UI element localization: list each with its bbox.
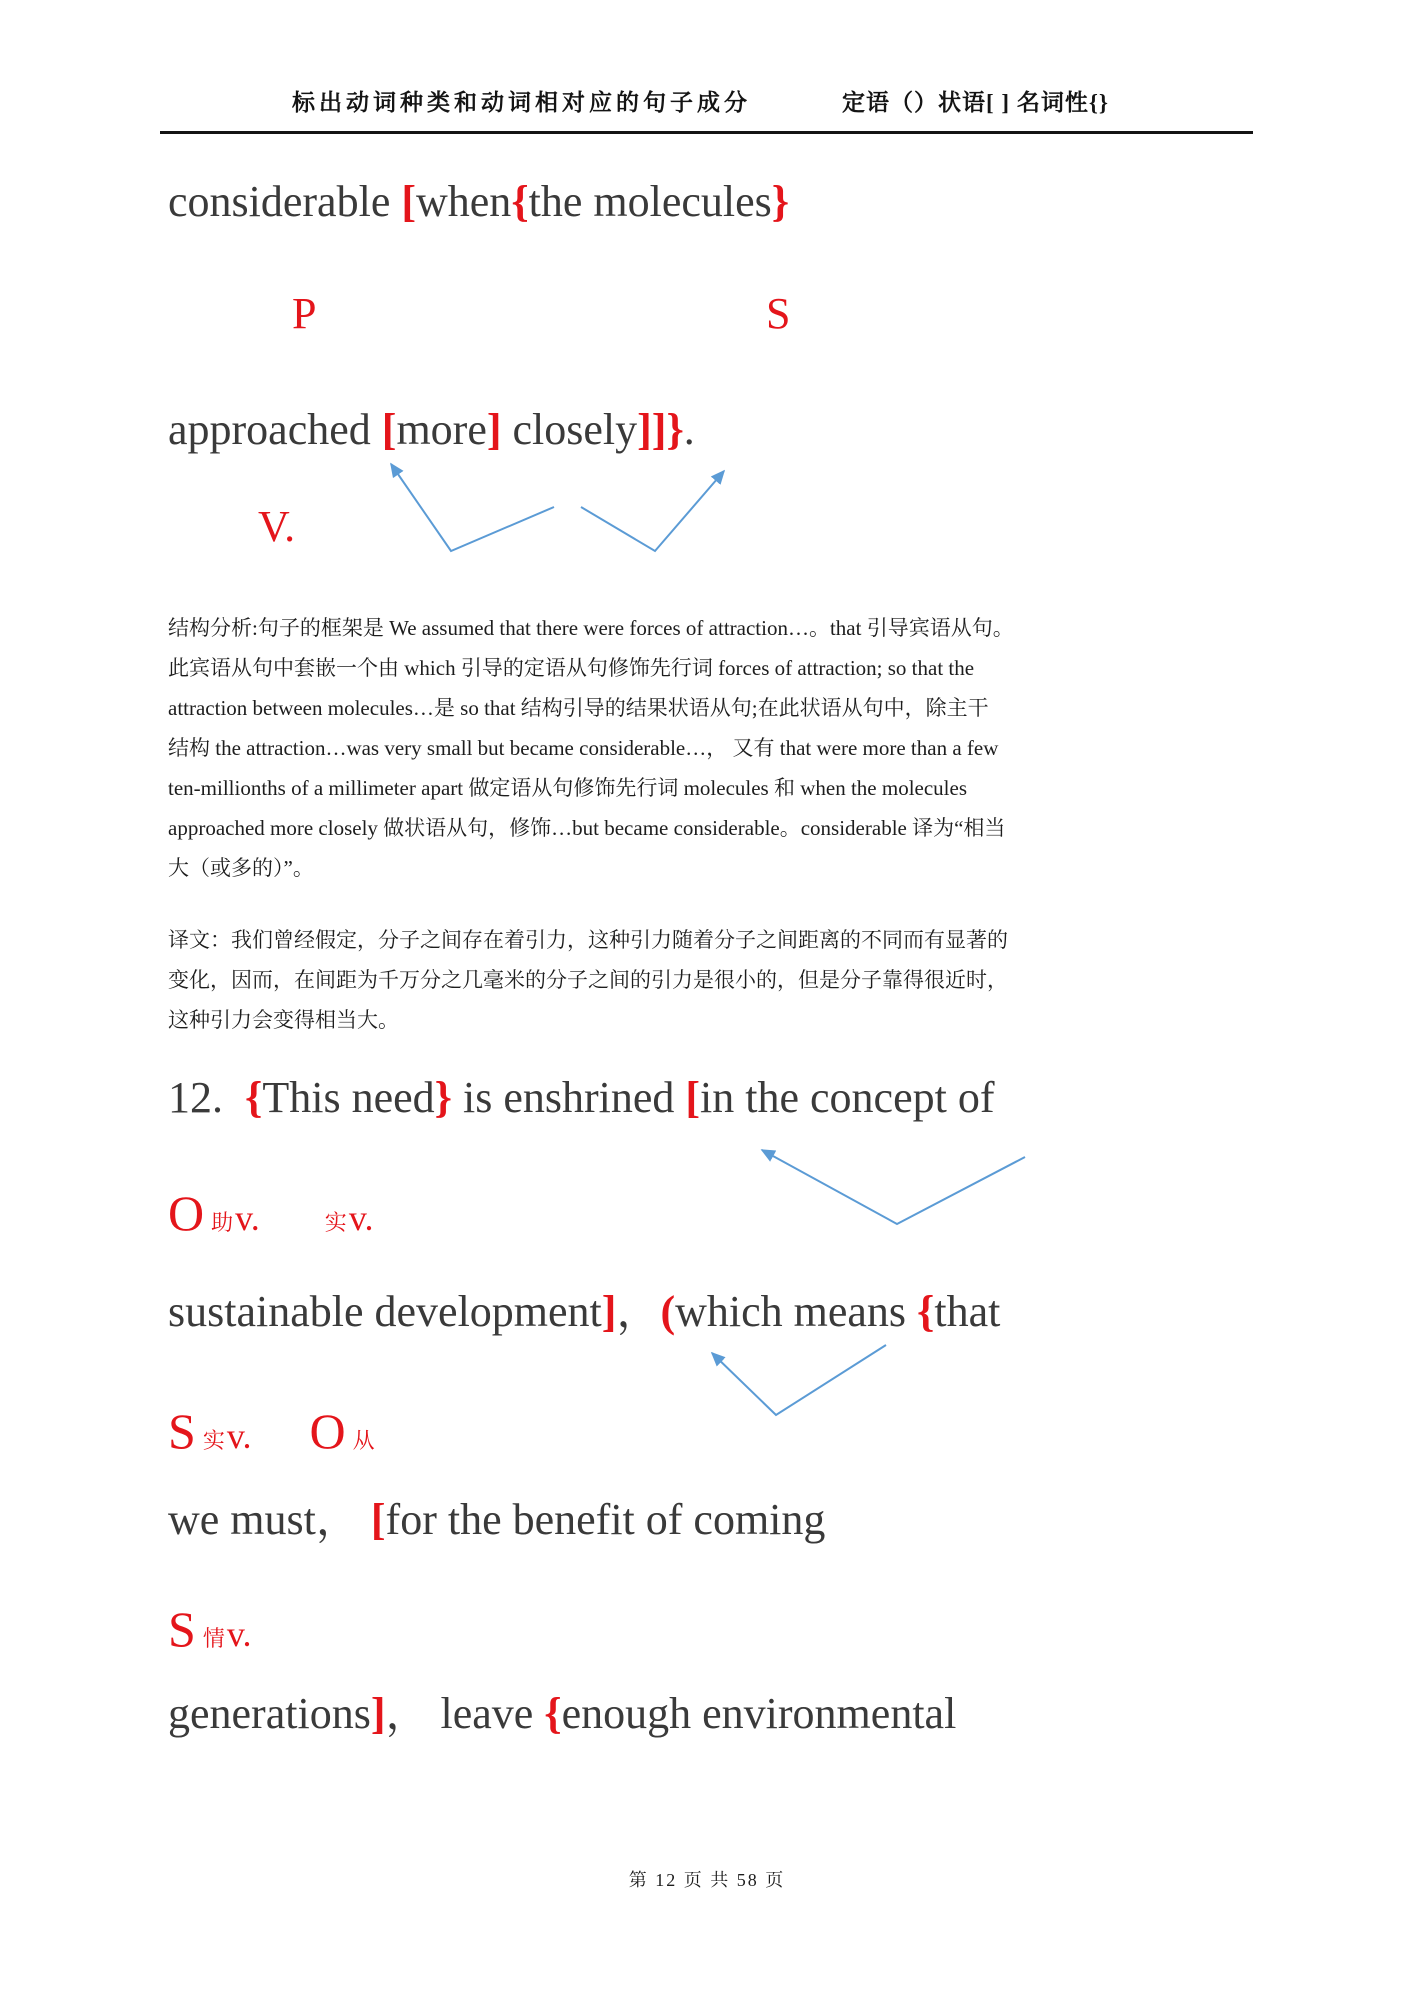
- sentence11-line-approached: [168, 404, 695, 457]
- text-segment: closely: [501, 405, 638, 454]
- paragraph-line: 大（或多的）”。: [168, 856, 314, 880]
- text-segment: which means: [675, 1287, 918, 1336]
- text-segment: 12.: [168, 1073, 245, 1122]
- sentence12-line-generations: [168, 1688, 956, 1741]
- header-notation-legend: 定语（）状语[ ] 名词性{}: [842, 90, 1109, 115]
- text-segment: [: [685, 1073, 701, 1122]
- text-segment: sustainable development: [168, 1287, 602, 1336]
- text-segment: (: [660, 1287, 676, 1336]
- paragraph-line: approached more closely 做状语从句，修饰…but became considerable。considerable 译为“相当: [168, 816, 1006, 840]
- text-segment: O: [168, 1185, 205, 1241]
- text-segment: O: [309, 1403, 346, 1459]
- text-segment: that: [934, 1287, 1001, 1336]
- text-segment: S: [168, 1601, 196, 1657]
- text-segment: [: [381, 405, 397, 454]
- sentence12-line-sustainable: [168, 1286, 1000, 1339]
- label-verb-v: V.: [258, 502, 296, 551]
- paragraph-line: 结构 the attraction…was very small but became considerable…， 又有 that were more than a few: [168, 736, 999, 760]
- arrow-to-approached: [391, 464, 554, 551]
- text-segment: ]: [370, 1689, 386, 1738]
- text-segment: approached: [168, 405, 382, 454]
- text-segment: the molecules: [528, 177, 772, 226]
- header-task-instruction: 标出动词种类和动词相对应的句子成分: [292, 90, 751, 115]
- header-divider: [160, 131, 1253, 134]
- paragraph-line: 译文：我们曾经假定，分子之间存在着引力，这种引力随着分子之间距离的不同而有显著的: [168, 928, 1008, 952]
- text-segment: 实: [324, 1210, 347, 1235]
- text-segment: 从: [352, 1428, 375, 1453]
- text-segment: v.: [226, 1614, 252, 1654]
- text-segment: considerable: [168, 177, 402, 226]
- text-segment: }: [771, 177, 790, 226]
- text-segment: This need: [262, 1073, 435, 1122]
- text-segment: {: [511, 177, 529, 226]
- text-segment: 助: [211, 1210, 234, 1235]
- paragraph-line: 变化，因而，在间距为千万分之几毫米的分子之间的引力是很小的，但是分子靠得很近时，: [168, 968, 1008, 992]
- label-predicate-p: P: [292, 289, 317, 338]
- text-segment: ， leave: [385, 1689, 545, 1738]
- sentence12-line-this-need: [168, 1072, 995, 1125]
- text-segment: ]: [486, 405, 502, 454]
- arrow-to-enshrined: [762, 1150, 1025, 1224]
- structure-analysis-paragraph: [168, 608, 1014, 888]
- text-segment: }: [434, 1073, 452, 1122]
- text-segment: {: [544, 1689, 562, 1738]
- arrow-to-development: [712, 1345, 886, 1415]
- text-segment: ]]}: [637, 405, 684, 454]
- marker-line-s-modal-v: [168, 1602, 252, 1669]
- text-segment: when: [416, 177, 512, 226]
- sentence12-line-we-must: [168, 1494, 825, 1547]
- paragraph-line: attraction between molecules…是 so that 结构引导的结果状语从句;在此状语从句中，除主干: [168, 696, 989, 720]
- page-footer: [0, 1866, 1414, 1892]
- text-segment: ]: [601, 1287, 617, 1336]
- text-segment: v.: [235, 1198, 260, 1238]
- text-segment: we must，: [168, 1495, 371, 1544]
- text-segment: v.: [226, 1416, 252, 1456]
- text-segment: .: [683, 405, 695, 454]
- paragraph-line: 这种引力会变得相当大。: [168, 1008, 399, 1032]
- text-segment: {: [917, 1287, 935, 1336]
- paragraph-line: 此宾语从句中套嵌一个由 which 引导的定语从句修饰先行词 forces of attraction; so that the: [168, 656, 975, 680]
- text-segment: enough environmental: [561, 1689, 957, 1738]
- text-segment: [: [401, 177, 416, 226]
- text-segment: v.: [348, 1198, 374, 1238]
- text-segment: for the benefit of coming: [385, 1495, 826, 1544]
- sentence11-line-considerable: [168, 176, 789, 229]
- text-segment: [: [370, 1495, 386, 1544]
- text-segment: generations: [168, 1689, 371, 1738]
- translation-paragraph: [168, 920, 1008, 1040]
- marker-line-o-aux-v: [168, 1186, 373, 1253]
- marker-line-s-v-o: [168, 1404, 375, 1471]
- text-segment: 情: [202, 1626, 225, 1651]
- text-segment: ，: [616, 1287, 661, 1336]
- arrow-to-closely: [581, 471, 724, 551]
- page-number-text: 第 12 页 共 58 页: [628, 1870, 786, 1890]
- paragraph-line: 结构分析:句子的框架是 We assumed that there were forces of attraction…。that 引导宾语从句。: [168, 616, 1014, 640]
- text-segment: more: [396, 405, 487, 454]
- paragraph-line: ten-millionths of a millimeter apart 做定语从句修饰先行词 molecules 和 when the molecules: [168, 776, 968, 800]
- text-segment: in the concept of: [700, 1073, 995, 1122]
- label-subject-s: S: [766, 289, 791, 338]
- text-segment: {: [245, 1073, 263, 1122]
- text-segment: 实: [202, 1428, 225, 1453]
- text-segment: S: [168, 1403, 196, 1459]
- text-segment: is enshrined: [451, 1073, 686, 1122]
